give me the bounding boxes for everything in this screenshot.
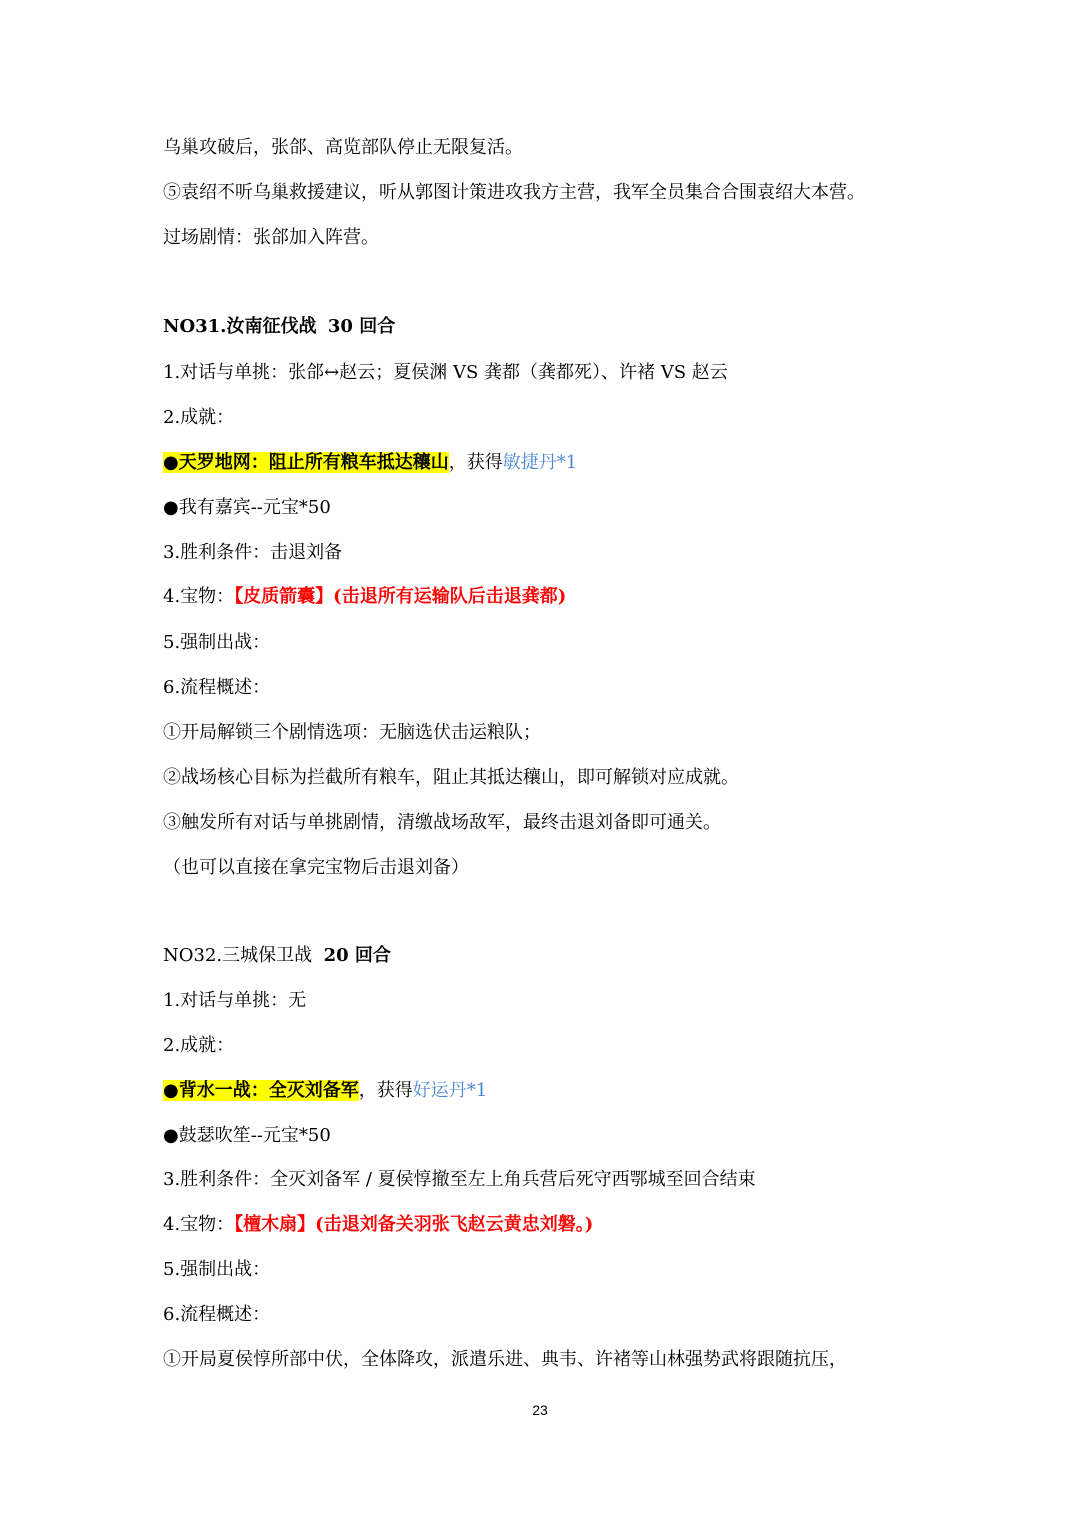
no32-achievement-1-highlight: ●背水一战：全灭刘备军 (163, 1080, 359, 1101)
no32-dialog: 1.对话与单挑：无 (163, 990, 307, 1011)
no31-treasure-label: 4.宝物： (163, 586, 235, 607)
page-number: 23 (532, 1402, 548, 1418)
no31-achievement-1 (163, 450, 577, 476)
paragraph-cutscene: 过场剧情：张郃加入阵营。 (163, 227, 379, 248)
no31-achievement-1-mid: ，获得 (448, 452, 503, 473)
no31-achievement-1-reward: 敏捷丹*1 (502, 452, 578, 473)
no31-flow-step-1: ①开局解锁三个剧情选项：无脑选伏击运粮队； (163, 722, 541, 743)
no32-achievement-1-mid: ，获得 (358, 1080, 413, 1101)
no32-forced-deploy: 5.强制出战： (163, 1259, 271, 1280)
section-title-no31-name: NO31.汝南征伐战 (163, 316, 317, 337)
no31-victory-condition: 3.胜利条件：击退刘备 (163, 542, 343, 563)
no31-flow-step-3: ③触发所有对话与单挑剧情，清缴战场敌军，最终击退刘备即可通关。 (163, 812, 721, 833)
no32-treasure (163, 1212, 593, 1238)
no31-achievement-1-highlight: ●天罗地网：阻止所有粮车抵达穰山 (163, 452, 449, 473)
no32-flow-label: 6.流程概述： (163, 1304, 271, 1325)
no31-achievements-label: 2.成就： (163, 407, 235, 428)
no31-note: （也可以直接在拿完宝物后击退刘备） (163, 857, 469, 878)
section-title-no32-name: NO32.三城保卫战 (163, 945, 313, 966)
no31-flow-step-2: ②战场核心目标为拦截所有粮车，阻止其抵达穰山，即可解锁对应成就。 (163, 767, 739, 788)
no32-flow-step-1: ①开局夏侯惇所部中伏，全体降攻，派遣乐进、典韦、许褚等山林强势武将跟随抗压， (163, 1349, 847, 1370)
no32-treasure-value: 【檀木扇】(击退刘备关羽张飞赵云黄忠刘磐。) (234, 1214, 594, 1235)
section-title-no31-rounds: 30 回合 (327, 316, 396, 337)
section-title-no32 (163, 943, 391, 969)
no32-achievements-label: 2.成就： (163, 1035, 235, 1056)
no31-treasure-value: 【皮质箭囊】(击退所有运输队后击退龚都) (234, 586, 567, 607)
no32-treasure-label: 4.宝物： (163, 1214, 235, 1235)
paragraph-yuanshao-step5: ⑤袁绍不听乌巢救援建议，听从郭图计策进攻我方主营，我军全员集合合围袁绍大本营。 (163, 182, 865, 203)
no31-achievement-2: ●我有嘉宾--元宝*50 (163, 497, 331, 518)
no31-treasure (163, 584, 566, 610)
paragraph-wuchao-revive: 乌巢攻破后，张郃、高览部队停止无限复活。 (163, 137, 523, 158)
section-title-no31 (163, 314, 395, 340)
section-title-no32-rounds: 20 回合 (323, 945, 391, 966)
no32-achievement-2: ●鼓瑟吹笙--元宝*50 (163, 1125, 331, 1146)
no32-victory-condition: 3.胜利条件：全灭刘备军 / 夏侯惇撤至左上角兵营后死守西鄂城至回合结束 (163, 1169, 756, 1190)
no31-flow-label: 6.流程概述： (163, 677, 271, 698)
no31-dialog: 1.对话与单挑：张郃↔赵云；夏侯渊 VS 龚都（龚都死）、许褚 VS 赵云 (163, 362, 728, 383)
no32-achievement-1 (163, 1078, 487, 1104)
no32-achievement-1-reward: 好运丹*1 (412, 1080, 488, 1101)
no31-forced-deploy: 5.强制出战： (163, 632, 271, 653)
